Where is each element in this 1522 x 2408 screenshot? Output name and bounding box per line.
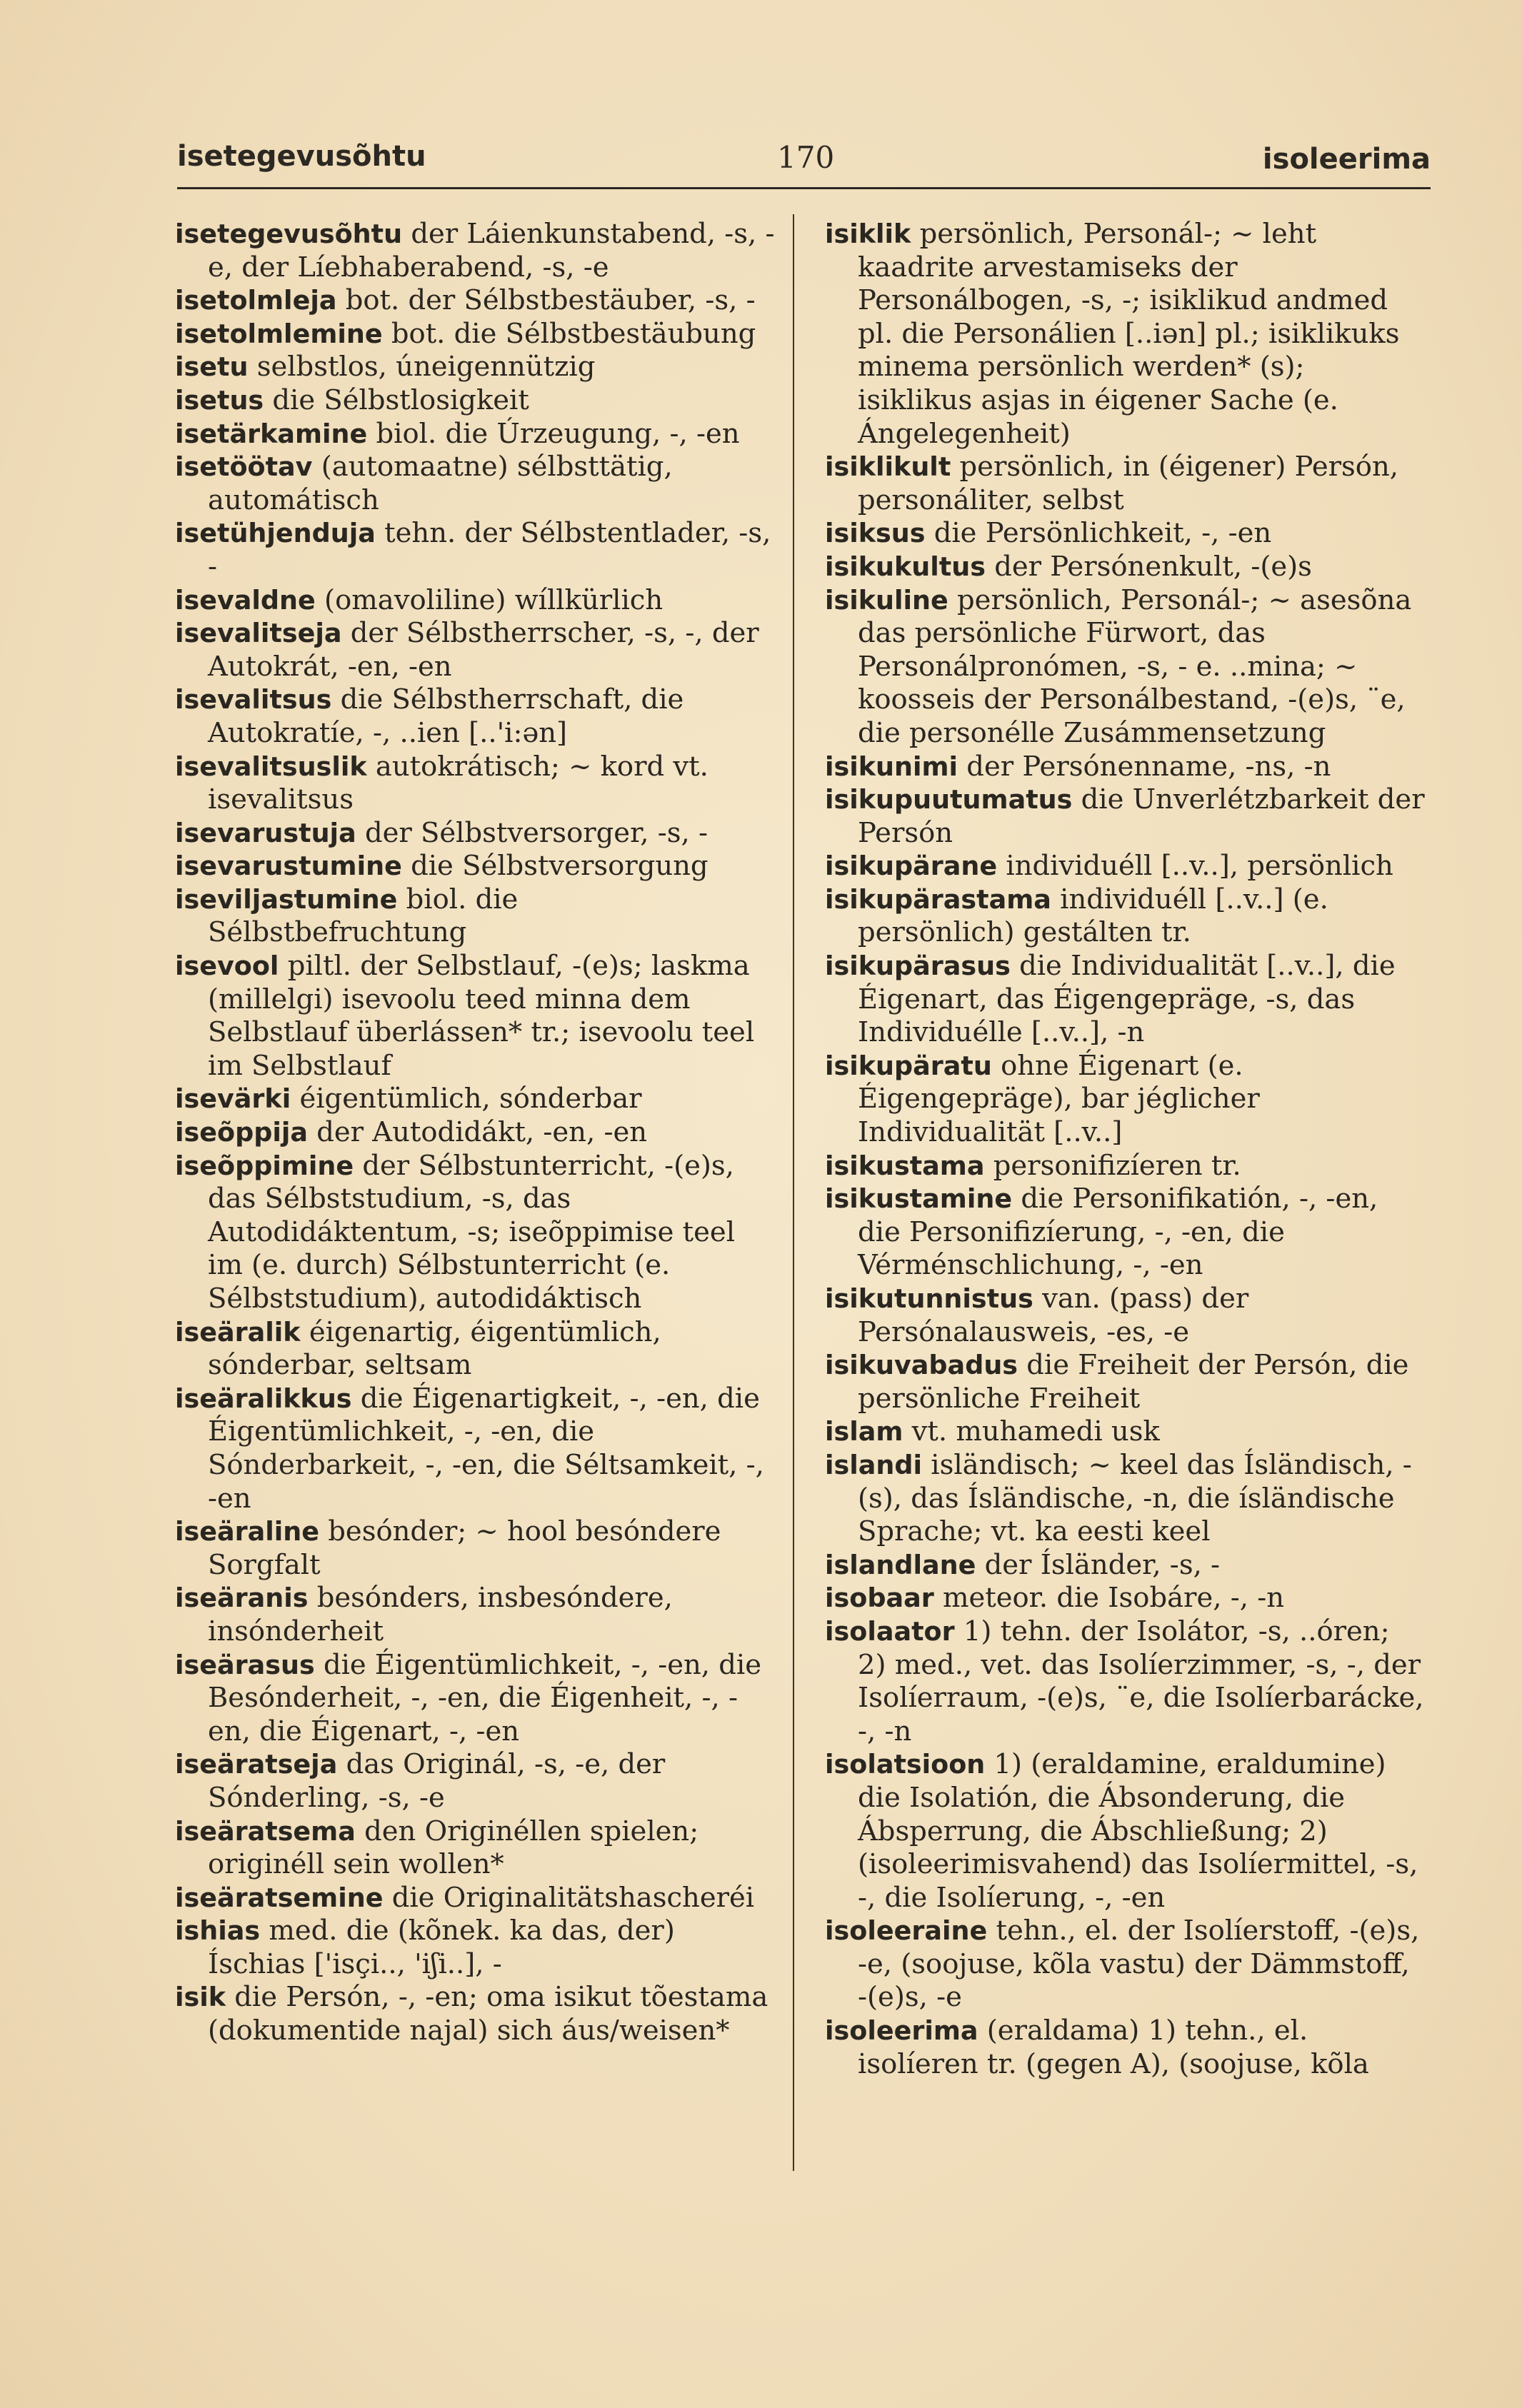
dictionary-entry: [175, 418, 775, 451]
right-guide-word: isoleerima: [1262, 143, 1431, 176]
definition: der Sélbstunterricht, -(e)s, das Sélbststudium, -s, das Autodidáktentum, -s; iseõppimise teel im (e. durch) Sélbstunterricht (e. Sélbststudium), autodidáktisch: [208, 1149, 736, 1315]
definition: persönlich, in (éigener) Persón, personáliter, selbst: [858, 451, 1399, 516]
headword: isikupärane: [825, 851, 998, 882]
headword: iseviljastumine: [175, 883, 398, 915]
dictionary-entry: [825, 218, 1425, 451]
definition: bot. die Sélbstbestäubung: [391, 317, 756, 350]
dictionary-entry: [175, 1515, 775, 1582]
definition: der Persónenname, -ns, -n: [966, 750, 1331, 783]
headword: isoleeraine: [825, 1915, 988, 1947]
dictionary-entry: [175, 1815, 775, 1882]
definition: der Autodidákt, -en, -en: [316, 1116, 648, 1149]
dictionary-entry: [825, 1150, 1425, 1183]
headword: isetolmleja: [175, 285, 337, 316]
definition: biol. die Sélbstbefruchtung: [208, 883, 519, 949]
dictionary-entry: [825, 1415, 1425, 1449]
dictionary-entry: [825, 950, 1425, 1050]
definition: 1) tehn. der Isolátor, -s, ..óren; 2) med., vet. das Isolíerzimmer, -s, -, der Isolíerraum, -(e)s, ¨e, die Isolíerbarácke, -, -n: [858, 1615, 1424, 1747]
headword: iseäraline: [175, 1516, 320, 1547]
headword: isikutunnistus: [825, 1283, 1033, 1314]
definition: tehn., el. der Isolíerstoff, -(e)s, -e, (soojuse, kõla vastu) der Dämmstoff, -(e)s, -e: [858, 1915, 1420, 2014]
headword: iseäratsemine: [175, 1882, 384, 1913]
definition: die Sélbstversorgung: [411, 850, 709, 883]
headword: isik: [175, 1982, 226, 2013]
headword: iseäralikkus: [175, 1383, 352, 1414]
definition: (eraldama) 1) tehn., el. isolíeren tr. (gegen A), (soojuse, kõla: [858, 2015, 1369, 2080]
definition: persönlich, Personál-; ~ asesõna das persönliche Fürwort, das Personálpronómen, -s, - e. ..mina; ~ koosseis der Personálbestand, -(e)s, ¨e, die personélle Zusámmensetzung: [858, 583, 1412, 749]
headword: isikustamine: [825, 1183, 1013, 1215]
dictionary-entry: [175, 1882, 775, 1915]
dictionary-entry: [175, 1981, 775, 2047]
definition: die Sélbstherrschaft, die Autokratíe, -, ..ien [..'i:ən]: [208, 683, 684, 749]
dictionary-entry: [175, 1748, 775, 1815]
headword: isikupuutumatus: [825, 784, 1073, 816]
dictionary-entry: [175, 883, 775, 950]
definition: van. (pass) der Persónalausweis, -es, -e: [858, 1283, 1249, 1348]
headword: isetu: [175, 351, 249, 383]
definition: isländisch; ~ keel das Ísländisch, -(s), das Ísländische, -n, die ísländische Sprache; vt. ka eesti keel: [858, 1448, 1412, 1548]
dictionary-entry: [825, 1915, 1425, 2015]
left-column: [175, 218, 775, 2048]
dictionary-entry: [175, 1649, 775, 1749]
dictionary-entry: [175, 318, 775, 351]
definition: selbstlos, úneigennützig: [256, 351, 596, 383]
headword: isikuline: [825, 584, 948, 616]
headword: isikuvabadus: [825, 1350, 1018, 1381]
headword: isiklik: [825, 219, 911, 249]
dictionary-entry: [175, 850, 775, 883]
dictionary-entry: [825, 850, 1425, 883]
headword: isikupäratu: [825, 1050, 992, 1081]
headword: isikustama: [825, 1150, 985, 1181]
definition: der Láienkunstabend, -s, -e, der Líebhaberabend, -s, -e: [208, 218, 775, 284]
definition: die Personifikatión, -, -en, die Personifizíerung, -, -en, die Vérménschlichung, -, -en: [858, 1183, 1378, 1282]
dictionary-entry: [825, 883, 1425, 950]
definition: (automaatne) sélbsttätig, automátisch: [208, 451, 673, 516]
dictionary-entry: [825, 451, 1425, 517]
headword: iseõppija: [175, 1117, 308, 1148]
dictionary-entry: [825, 1283, 1425, 1349]
dictionary-entry: [825, 1582, 1425, 1615]
definition: individuéll [..v..] (e. persönlich) gestálten tr.: [858, 883, 1328, 949]
headword: isikupärasus: [825, 950, 1011, 982]
definition: die Persón, -, -en; oma isikut tõestama (dokumentide najal) sich áus/weisen*: [208, 1981, 768, 2047]
definition: die Persönlichkeit, -, -en: [933, 517, 1272, 550]
definition: besónders, insbesóndere, insónderheit: [208, 1582, 673, 1647]
headword: isevarustumine: [175, 851, 402, 882]
definition: die Individualität [..v..], die Éigenart, das Éigengepräge, -s, das Individuélle [..v..], -n: [858, 950, 1396, 1049]
right-column: [825, 218, 1425, 2081]
definition: éigenartig, éigentümlich, sónderbar, seltsam: [208, 1315, 661, 1382]
headword: ishias: [175, 1915, 261, 1947]
headword: isetühjenduja: [175, 518, 376, 549]
page-number: 170: [777, 140, 835, 175]
definition: bot. der Sélbstbestäuber, -s, -: [345, 284, 756, 317]
dictionary-entry: [175, 1316, 775, 1383]
headword: isobaar: [825, 1582, 934, 1614]
dictionary-entry: [175, 751, 775, 817]
definition: vt. muhamedi usk: [911, 1415, 1160, 1448]
dictionary-entry: [175, 1150, 775, 1316]
definition: den Originéllen spielen; originéll sein wollen*: [208, 1815, 699, 1881]
definition: meteor. die Isobáre, -, -n: [942, 1582, 1285, 1615]
dictionary-entry: [825, 551, 1425, 584]
dictionary-entry: [175, 1116, 775, 1150]
definition: der Sélbstversorger, -s, -: [364, 816, 708, 849]
dictionary-entry: [175, 1383, 775, 1515]
dictionary-entry: [175, 617, 775, 683]
headword: isetegevusõhtu: [175, 219, 403, 249]
dictionary-entry: [825, 584, 1425, 751]
dictionary-entry: [825, 1549, 1425, 1582]
headword: isetus: [175, 384, 264, 416]
headword: isetolmlemine: [175, 318, 383, 349]
definition: der Persónenkult, -(e)s: [994, 550, 1312, 583]
definition: biol. die Úrzeugung, -, -en: [376, 417, 740, 450]
headword: iseäranis: [175, 1582, 309, 1614]
headword: islandi: [825, 1449, 923, 1480]
headword: isikukultus: [825, 551, 986, 582]
dictionary-entry: [175, 517, 775, 583]
dictionary-entry: [825, 1183, 1425, 1283]
definition: der Sélbstherrscher, -s, -, der Autokrát, -en, -en: [208, 617, 759, 683]
headword: iseõppimine: [175, 1150, 354, 1181]
headword: iseäratsema: [175, 1815, 356, 1847]
dictionary-entry: [175, 218, 775, 284]
dictionary-entry: [175, 451, 775, 517]
dictionary-entry: [175, 1582, 775, 1648]
header-rule: [177, 187, 1431, 189]
dictionary-entry: [175, 817, 775, 851]
definition: besónder; ~ hool besóndere Sorgfalt: [208, 1515, 721, 1581]
column-divider: [793, 214, 794, 2171]
definition: piltl. der Selbstlauf, -(e)s; laskma (millelgi) isevoolu teed minna dem Selbstlauf überlássen* tr.; isevoolu teel im Selbstlauf: [208, 950, 755, 1082]
definition: das Originál, -s, -e, der Sónderling, -s, -e: [208, 1748, 666, 1814]
definition: personifizíeren tr.: [993, 1149, 1241, 1182]
page-header: [177, 140, 1431, 183]
definition: med. die (kõnek. ka das, der) Íschias ['isçi.., 'iʃi..], -: [208, 1915, 675, 1980]
headword: isevool: [175, 950, 279, 982]
dictionary-entry: [825, 517, 1425, 551]
headword: isoleerima: [825, 2015, 978, 2047]
definition: (omavoliline) wíllkürlich: [324, 583, 664, 616]
definition: die Unverlétzbarkeit der Persón: [858, 783, 1425, 849]
definition: persönlich, Personál-; ~ leht kaadrite arvestamiseks der Personálbogen, -s, -; isiklikud andmed pl. die Personálien [..iən] pl.; isiklikuks minema persönlich werden* (s); isiklikus asjas in éigener Sache (e. Ángelegenheit): [858, 218, 1400, 450]
definition: individuéll [..v..], persönlich: [1006, 850, 1393, 883]
definition: die Éigentümlichkeit, -, -en, die Besónderheit, -, -en, die Éigenheit, -, -en, die Éigenart, -, -en: [208, 1648, 762, 1747]
headword: isolaator: [825, 1615, 955, 1647]
dictionary-entry: [175, 384, 775, 418]
dictionary-entry: [175, 584, 775, 618]
definition: der Ísländer, -s, -: [984, 1548, 1221, 1581]
dictionary-entry: [175, 1083, 775, 1116]
headword: iseärasus: [175, 1649, 315, 1680]
definition: tehn. der Sélbstentlader, -s, -: [208, 517, 771, 583]
definition: autokrátisch; ~ kord vt. isevalitsus: [208, 750, 709, 816]
headword: isevarustuja: [175, 817, 356, 848]
definition: 1) (eraldamine, eraldumine) die Isolatión, die Ábsonderung, die Ábsperrung, die Ábschließung; 2) (isoleerimisvahend) das Isolíermittel, -s, -, die Isolíerung, -, -en: [858, 1748, 1418, 1914]
headword: isetöötav: [175, 451, 313, 483]
headword: isevärki: [175, 1083, 291, 1115]
headword: isetärkamine: [175, 418, 368, 449]
headword: isevalitsus: [175, 684, 332, 716]
definition: die Sélbstlosigkeit: [272, 383, 529, 416]
headword: islandlane: [825, 1549, 976, 1580]
dictionary-entry: [825, 1449, 1425, 1549]
headword: isikunimi: [825, 751, 958, 782]
definition: die Éigenartigkeit, -, -en, die Éigentümlichkeit, -, -en, die Sónderbarkeit, -, -en, die Séltsamkeit, -, -en: [208, 1382, 764, 1515]
headword: islam: [825, 1416, 903, 1448]
definition: ohne Éigenart (e. Éigengepräge), bar jéglicher Individualität [..v..]: [858, 1049, 1260, 1149]
definition: éigentümlich, sónderbar: [299, 1083, 642, 1115]
dictionary-entry: [175, 284, 775, 318]
headword: iseäratseja: [175, 1749, 338, 1780]
dictionary-entry: [825, 783, 1425, 850]
headword: iseäralik: [175, 1316, 301, 1348]
left-guide-word: isetegevusõhtu: [177, 140, 426, 173]
dictionary-entry: [175, 1915, 775, 1981]
dictionary-entry: [825, 2015, 1425, 2081]
headword: isolatsioon: [825, 1749, 986, 1780]
definition: die Freiheit der Persón, die persönliche Freiheit: [858, 1349, 1409, 1415]
headword: isevaldne: [175, 584, 316, 616]
headword: isiklikult: [825, 451, 951, 483]
dictionary-entry: [825, 1349, 1425, 1415]
headword: isevalitsuslik: [175, 751, 367, 782]
dictionary-entry: [825, 1748, 1425, 1915]
dictionary-entry: [825, 1615, 1425, 1748]
headword: isikupärastama: [825, 883, 1051, 915]
dictionary-entry: [175, 683, 775, 750]
headword: isiksus: [825, 518, 926, 549]
definition: die Originalitätshascheréi: [391, 1881, 755, 1914]
headword: isevalitseja: [175, 618, 342, 649]
dictionary-entry: [825, 1050, 1425, 1150]
dictionary-entry: [175, 950, 775, 1083]
dictionary-entry: [825, 751, 1425, 784]
dictionary-entry: [175, 351, 775, 384]
